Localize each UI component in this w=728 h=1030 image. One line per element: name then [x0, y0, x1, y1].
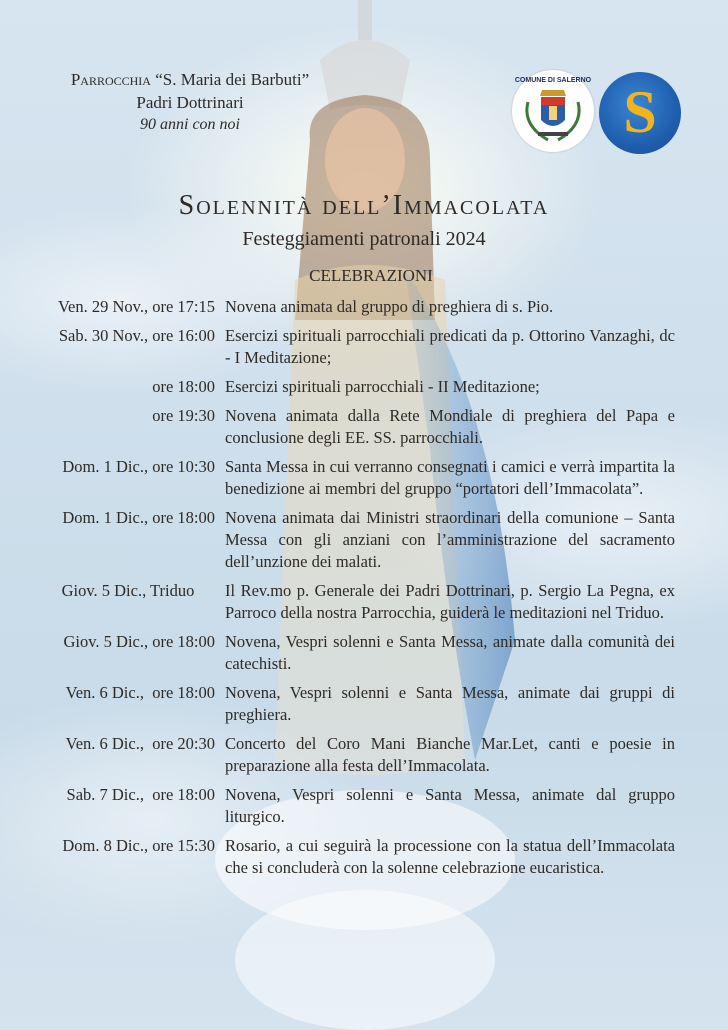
schedule-time: Dom. 1 Dic., ore 10:30: [62, 457, 215, 476]
parish-prefix: Parrocchia: [70, 70, 151, 89]
schedule-description: Esercizi spirituali parrocchiali - II Meditazione;: [225, 377, 540, 396]
schedule-time: Sab. 7 Dic., ore 18:00: [66, 785, 215, 804]
schedule-row: [0, 456, 728, 500]
schedule-time: Dom. 1 Dic., ore 18:00: [62, 508, 215, 527]
order-name: Padri Dottrinari: [136, 93, 244, 112]
comune-logo-text: COMUNE DI SALERNO: [514, 77, 592, 84]
schedule-time: ore 18:00: [152, 377, 215, 396]
schedule-row: [0, 580, 728, 624]
schedule-row: [0, 405, 728, 449]
schedule-description: Novena, Vespri solenni e Santa Messa, animate dal gruppo liturgico.: [225, 785, 675, 826]
schedule-time: Ven. 6 Dic., ore 18:00: [65, 683, 215, 702]
schedule-row: [0, 376, 728, 398]
section-heading: CELEBRAZIONI: [309, 266, 433, 285]
schedule-description: Esercizi spirituali parrocchiali predicati da p. Ottorino Vanzaghi, dc - I Meditazione;: [225, 326, 675, 367]
schedule-row: [0, 325, 728, 369]
page-subtitle: Festeggiamenti patronali 2024: [242, 228, 486, 250]
schedule-row: [0, 682, 728, 726]
schedule-row: [0, 784, 728, 828]
schedule-time: ore 19:30: [152, 406, 215, 425]
schedule-description: Novena, Vespri solenni e Santa Messa, animate dai gruppi di preghiera.: [225, 683, 675, 724]
schedule-description: Santa Messa in cui verranno consegnati i camici e verrà impartita la benedizione ai membri del gruppo “portatori dell’Immacolata”.: [225, 457, 675, 498]
comune-di-salerno-logo: [512, 70, 594, 152]
coat-of-arms-icon: [512, 70, 594, 152]
schedule-row: [0, 631, 728, 675]
schedule-time: Giov. 5 Dic., Triduo: [61, 581, 215, 600]
page-title: Solennità dell’Immacolata: [178, 190, 550, 221]
schedule-time: Sab. 30 Nov., ore 16:00: [58, 326, 215, 345]
schedule-row: [0, 296, 728, 318]
celebrations-schedule: [0, 296, 728, 886]
schedule-description: Novena, Vespri solenni e Santa Messa, animate dalla comunità dei catechisti.: [225, 632, 675, 673]
schedule-description: Rosario, a cui seguirà la processione con la statua dell’Immacolata che si concluderà con la solenne celebrazione eucaristica.: [225, 836, 675, 877]
schedule-description: Novena animata dai Ministri straordinari della comunione – Santa Messa con gli anziani con l’amministrazione del sacramento dell’unzione dei malati.: [225, 508, 675, 571]
schedule-row: [0, 835, 728, 879]
schedule-description: Novena animata dalla Rete Mondiale di preghiera del Papa e conclusione degli EE. SS. parrocchiali.: [225, 406, 675, 447]
schedule-row: [0, 507, 728, 573]
parish-name: “S. Maria dei Barbuti”: [155, 70, 310, 89]
schedule-description: Novena animata dal gruppo di preghiera di s. Pio.: [225, 297, 554, 316]
brand-s-logo: [599, 72, 681, 154]
schedule-time: Ven. 29 Nov., ore 17:15: [57, 297, 215, 316]
parish-name-line: [40, 70, 340, 90]
parish-header: [40, 70, 340, 134]
schedule-description: Il Rev.mo p. Generale dei Padri Dottrinari, p. Sergio La Pegna, ex Parroco della nostra Parrocchia, guiderà le meditazioni nel Triduo.: [225, 581, 675, 622]
schedule-time: Giov. 5 Dic., ore 18:00: [63, 632, 215, 651]
schedule-time: Dom. 8 Dic., ore 15:30: [62, 836, 215, 855]
schedule-description: Concerto del Coro Mani Bianche Mar.Let, canti e poesie in preparazione alla festa dell’Immacolata.: [225, 734, 675, 775]
anniversary-line: 90 anni con noi: [140, 116, 240, 133]
schedule-time: Ven. 6 Dic., ore 20:30: [65, 734, 215, 753]
schedule-row: [0, 733, 728, 777]
brand-s-letter: S: [623, 79, 657, 145]
